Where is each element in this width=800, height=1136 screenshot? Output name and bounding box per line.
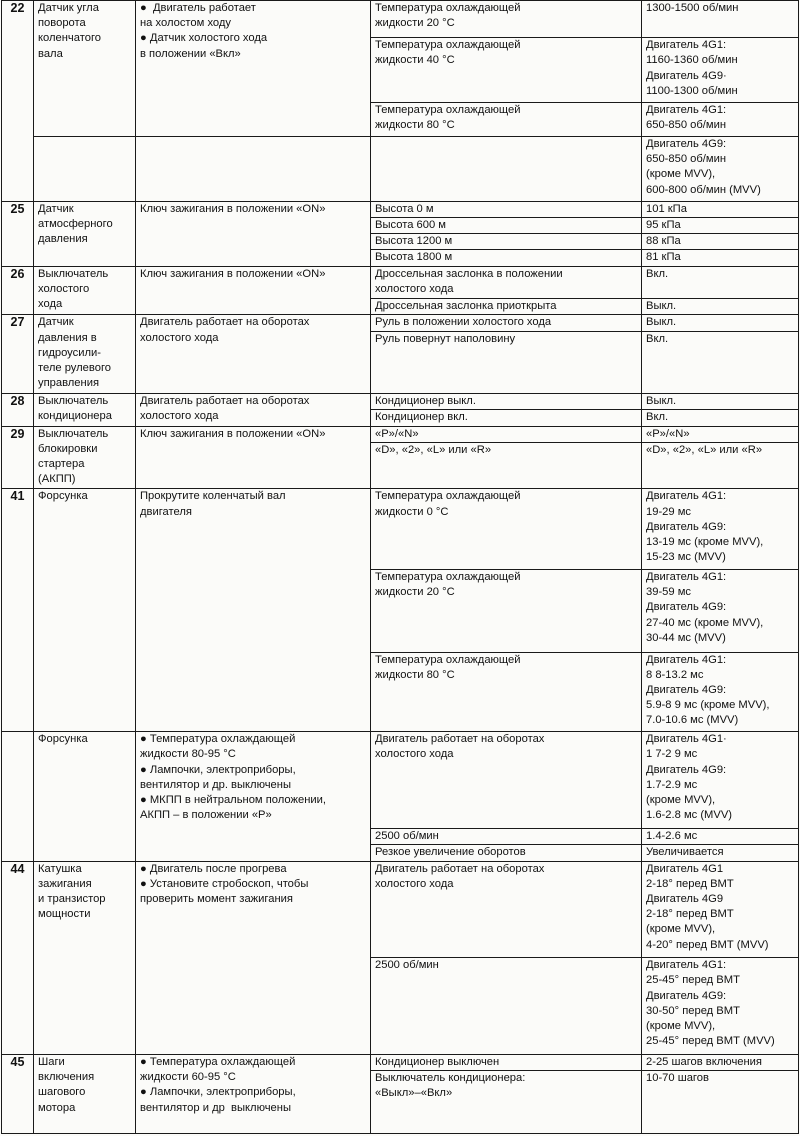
cell-text-line: 5.9-8 9 мс (кроме MVV), [646,699,770,712]
check-condition-cell [371,102,642,136]
cell-text-line: давления в [38,331,97,344]
cell-text-line: Высота 1800 м [375,251,453,264]
standard-value-cell [642,443,799,489]
cell-text-line: Температура охлаждающей [375,2,521,14]
cell-text-line: проверить момент зажигания [140,892,293,905]
cell-text-line: и транзистор [38,892,106,905]
cell-text-line: 1300-1500 об/мин [646,2,739,14]
cell-text-line: жидкости 20 °С [375,17,455,30]
cell-text-line: 7.0-10.6 мс (MVV) [646,714,739,727]
cell-text-line: 1.7-2.9 мс [646,778,698,791]
cell-text-line: Выкл. [646,299,677,312]
cell-text-line: Кондиционер вкл. [375,411,468,424]
cell-text-line: жидкости 0 °С [375,505,449,518]
cell-text-line: Температура охлаждающей [375,103,521,116]
check-condition-cell [371,1,642,38]
standard-value-cell [642,489,799,570]
cell-text-line: 2500 об/мин [375,959,439,972]
cell-text-line: Датчик [38,316,74,329]
item-number-cell: 28 [2,394,34,427]
cell-text-line: 30-44 мс (MVV) [646,631,726,644]
cell-text-line: Катушка [38,862,82,875]
item-number-cell [2,732,34,861]
table-row [2,315,799,331]
cell-text-line: 1100-1300 об/мин [646,84,738,97]
cell-text-line: Кондиционер выключен [375,1055,500,1068]
condition-cell [136,266,371,315]
cell-text-line: холостого хода [375,748,454,761]
cell-text-line: 600-800 об/мин (MVV) [646,183,761,196]
cell-text-line: зажигания [38,877,92,890]
cell-text-line: Двигатель 4G9: [646,763,727,776]
condition-cell [136,1,371,137]
cell-text-line: 2-25 шагов включения [646,1055,762,1068]
cell-text-line: Двигатель 4G9: [646,683,727,696]
standard-value-cell [642,137,799,201]
diagnostic-spec-table [1,0,799,1134]
cell-text-line: Кондиционер выкл. [375,395,476,408]
cell-text-line: кондиционера [38,410,112,423]
cell-text-line: 4-20° перед ВМТ (MVV) [646,938,769,951]
cell-text-line: Руль повернут наполовину [375,332,516,345]
cell-text-line: ● Датчик холостого хода [140,32,268,45]
condition-cell [136,1054,371,1133]
cell-text-line: 27-40 мс (кроме MVV), [646,616,764,629]
cell-text-line: Температура охлаждающей [375,39,521,52]
cell-text-line: Прокрутите коленчатый вал [140,490,286,503]
cell-text-line: стартера [38,458,85,471]
item-number-cell: 26 [2,266,34,315]
check-condition-cell [371,845,642,861]
standard-value-cell [642,217,799,233]
standard-value-cell [642,102,799,136]
table-row [2,394,799,410]
cell-text-line: Датчик угла [38,2,99,14]
check-condition-cell [371,315,642,331]
cell-text-line: двигателя [140,505,192,518]
cell-text-line: Двигатель 4G9: [646,520,727,533]
check-condition-cell [371,1071,642,1134]
standard-value-cell [642,958,799,1055]
cell-text-line: вала [38,47,63,60]
cell-text-line: Шаги [38,1055,65,1068]
component-cell [34,732,136,861]
check-condition-cell [371,569,642,652]
check-condition-cell [371,38,642,102]
cell-text-line: Датчик [38,202,74,215]
cell-text-line: холостого хода [140,331,219,344]
cell-text-line: холостого хода [375,282,454,295]
cell-text-line: Двигатель 4G1 [646,862,724,875]
standard-value-cell [642,394,799,410]
cell-text-line: Высота 600 м [375,218,446,231]
check-condition-cell [371,201,642,217]
cell-text-line: Дроссельная заслонка приоткрыта [375,299,557,312]
standard-value-cell [642,266,799,298]
cell-text-line: ● Установите стробоскоп, чтобы [140,877,309,890]
cell-text-line: (кроме MVV), [646,793,716,806]
cell-text-line: Двигатель 4G1: [646,570,727,583]
cell-text-line: холостого хода [140,410,219,423]
condition-cell [136,489,371,732]
cell-text-line: Двигатель работает на оборотах [375,862,545,875]
cell-text-line: (кроме MVV), [646,923,716,936]
cell-text-line: жидкости 40 °С [375,54,455,67]
cell-text-line: включения [38,1071,95,1084]
cell-text-line: жидкости 80-95 °С [140,748,236,761]
cell-text-line: ● Двигатель после прогрева [140,862,287,875]
condition-cell [136,861,371,1054]
table-row [2,1,799,38]
cell-text-line: 19-29 мс [646,505,692,518]
standard-value-cell [642,315,799,331]
cell-text-line: «P»/«N» [375,427,419,440]
component-cell [34,489,136,732]
cell-text-line: 2-18° перед ВМТ [646,877,734,890]
cell-text-line: Двигатель 4G1: [646,653,727,666]
cell-text-line: ● Температура охлаждающей [140,733,296,746]
component-cell [34,861,136,1054]
check-condition-cell [371,217,642,233]
cell-text-line: Вкл. [646,332,669,345]
cell-text-line: 101 кПа [646,202,687,215]
table-row [2,201,799,217]
cell-text-line: Двигатель 4G1: [646,103,727,116]
component-cell [34,266,136,315]
cell-text-line: ● Лампочки, электроприборы, [140,1086,296,1099]
cell-text-line: Двигатель 4G9· [646,69,727,82]
cell-text-line: «P»/«N» [646,427,690,440]
standard-value-cell [642,861,799,958]
check-condition-cell [371,828,642,844]
cell-text-line: давления [38,232,88,245]
cell-text-line: Форсунка [38,733,88,746]
cell-text-line: 8 8-13.2 мс [646,668,704,681]
cell-text-line: 95 кПа [646,218,681,231]
cell-text-line: Ключ зажигания в положении «ON» [140,267,326,280]
check-condition-cell [371,1054,642,1070]
item-number-cell: 22 [2,1,34,202]
standard-value-cell [642,298,799,314]
standard-value-cell [642,426,799,442]
component-cell [34,1,136,137]
standard-value-cell [642,1071,799,1134]
table-row [2,732,799,829]
cell-text-line: 15-23 мс (MVV) [646,551,726,564]
item-number-cell: 25 [2,201,34,266]
cell-text-line: Вкл. [646,411,669,424]
cell-text-line: ● Лампочки, электроприборы, [140,763,296,776]
cell-text-line: Двигатель 4G1: [646,959,727,972]
standard-value-cell [642,732,799,829]
cell-text-line: АКПП – в положении «P» [140,809,272,822]
cell-text-line: шагового [38,1086,86,1099]
cell-text-line: 30-50° перед ВМТ [646,1004,740,1017]
check-condition-cell [371,861,642,958]
standard-value-cell [642,38,799,102]
condition-cell [136,201,371,266]
cell-text-line: Двигатель 4G1: [646,39,727,52]
standard-value-cell [642,569,799,652]
cell-text-line: жидкости 60-95 °С [140,1071,236,1084]
table-row [2,861,799,958]
table-row [2,266,799,298]
cell-text-line: 81 кПа [646,251,681,264]
cell-text-line: Двигатель 4G9: [646,138,727,151]
item-number-cell: 27 [2,315,34,394]
cell-text-line: Вкл. [646,267,669,280]
cell-text-line: Выкл. [646,395,677,408]
standard-value-cell [642,331,799,393]
item-number-cell: 45 [2,1054,34,1133]
cell-text-line: коленчатого [38,32,102,45]
cell-text-line: (кроме MVV), [646,1020,716,1033]
check-condition-cell [371,250,642,266]
cell-text-line: Резкое увеличение оборотов [375,846,526,859]
check-condition-cell [371,489,642,570]
component-cell [34,394,136,427]
component-cell [34,426,136,489]
check-condition-cell [371,331,642,393]
standard-value-cell [642,234,799,250]
cell-text-line: ● Температура охлаждающей [140,1055,296,1068]
cell-text-line: вентилятор и др. выключены [140,778,291,791]
cell-text-line: атмосферного [38,217,113,230]
cell-text-line: холостого хода [375,877,454,890]
cell-text-line: 650-850 об/мин [646,118,727,131]
cell-text-line: Двигатель работает на оборотах [375,733,545,746]
check-condition-cell [371,426,642,442]
item-number-cell: 41 [2,489,34,732]
cell-text-line: Выключатель кондиционера: [375,1072,526,1085]
item-number-cell: 44 [2,861,34,1054]
cell-text-line: управления [38,377,100,390]
cell-text-line: теле рулевого [38,361,111,374]
cell-text-line: 1.4-2.6 мс [646,829,698,842]
cell-text-line: Двигатель 4G9: [646,989,727,1002]
cell-text-line: «D», «2», «L» или «R» [646,444,763,457]
check-condition-cell [371,137,642,201]
cell-text-line: мощности [38,908,91,921]
component-cell [34,137,136,201]
cell-text-line: Выключатель [38,427,109,440]
cell-text-line: Дроссельная заслонка в положении [375,267,563,280]
cell-text-line: 1 7-2 9 мс [646,748,698,761]
cell-text-line: «Выкл»–«Вкл» [375,1087,453,1100]
cell-text-line: (кроме MVV), [646,168,716,181]
cell-text-line: 2500 об/мин [375,829,439,842]
cell-text-line: мотора [38,1101,76,1114]
check-condition-cell [371,443,642,489]
condition-cell [136,394,371,427]
cell-text-line: жидкости 20 °С [375,586,455,599]
cell-text-line: Температура охлаждающей [375,653,521,666]
cell-text-line: 650-850 об/мин [646,153,727,166]
cell-text-line: гидроусили- [38,346,101,359]
check-condition-cell [371,958,642,1055]
cell-text-line: (АКПП) [38,473,76,486]
check-condition-cell [371,652,642,732]
cell-text-line: холостого [38,282,90,295]
standard-value-cell [642,652,799,732]
cell-text-line: Форсунка [38,490,88,503]
cell-text-line: ● Двигатель работает [140,2,256,14]
cell-text-line: Выключатель [38,395,109,408]
component-cell [34,315,136,394]
cell-text-line: жидкости 80 °С [375,668,455,681]
cell-text-line: «D», «2», «L» или «R» [375,444,492,457]
standard-value-cell [642,250,799,266]
cell-text-line: Двигатель работает на оборотах [140,316,310,329]
cell-text-line: 2-18° перед ВМТ [646,908,734,921]
standard-value-cell [642,201,799,217]
cell-text-line: Температура охлаждающей [375,490,521,503]
cell-text-line: 1.6-2.8 мс (MVV) [646,809,733,822]
check-condition-cell [371,410,642,426]
cell-text-line: вентилятор и др выключены [140,1101,291,1114]
cell-text-line: 13-19 мс (кроме MVV), [646,535,764,548]
cell-text-line: Двигатель 4G1: [646,490,727,503]
check-condition-cell [371,394,642,410]
cell-text-line: 25-45° перед ВМТ (MVV) [646,1035,775,1048]
condition-cell [136,137,371,201]
standard-value-cell [642,828,799,844]
cell-text-line: 88 кПа [646,235,681,248]
component-cell [34,1054,136,1133]
cell-text-line: 10-70 шагов [646,1072,709,1085]
condition-cell [136,315,371,394]
cell-text-line: жидкости 80 °С [375,118,455,131]
standard-value-cell [642,845,799,861]
cell-text-line: ● МКПП в нейтральном положении, [140,793,326,806]
cell-text-line: Выключатель [38,267,109,280]
cell-text-line: Руль в положении холостого хода [375,316,552,329]
cell-text-line: 1160-1360 об/мин [646,54,738,67]
check-condition-cell [371,234,642,250]
standard-value-cell [642,1054,799,1070]
table-row [2,137,799,201]
check-condition-cell [371,298,642,314]
cell-text-line: хода [38,298,63,311]
table-row [2,489,799,570]
cell-text-line: Двигатель работает на оборотах [140,395,310,408]
cell-text-line: Выкл. [646,316,677,329]
cell-text-line: поворота [38,17,86,30]
component-cell [34,201,136,266]
item-number-cell: 29 [2,426,34,489]
cell-text-line: блокировки [38,442,98,455]
condition-cell [136,732,371,861]
cell-text-line: Температура охлаждающей [375,570,521,583]
cell-text-line: Высота 0 м [375,202,434,215]
cell-text-line: 39-59 мс [646,586,692,599]
table-row [2,426,799,442]
cell-text-line: Двигатель 4G9: [646,601,727,614]
cell-text-line: Двигатель 4G1· [646,733,727,746]
cell-text-line: Ключ зажигания в положении «ON» [140,202,326,215]
cell-text-line: в положении «Вкл» [140,47,241,60]
check-condition-cell [371,732,642,829]
standard-value-cell [642,1,799,38]
check-condition-cell [371,266,642,298]
cell-text-line: на холостом ходу [140,17,232,30]
standard-value-cell [642,410,799,426]
cell-text-line: Двигатель 4G9 [646,892,724,905]
table-row [2,1054,799,1070]
cell-text-line: Ключ зажигания в положении «ON» [140,427,326,440]
cell-text-line: 25-45° перед ВМТ [646,974,740,987]
condition-cell [136,426,371,489]
cell-text-line: Высота 1200 м [375,235,453,248]
cell-text-line: Увеличивается [646,846,724,859]
